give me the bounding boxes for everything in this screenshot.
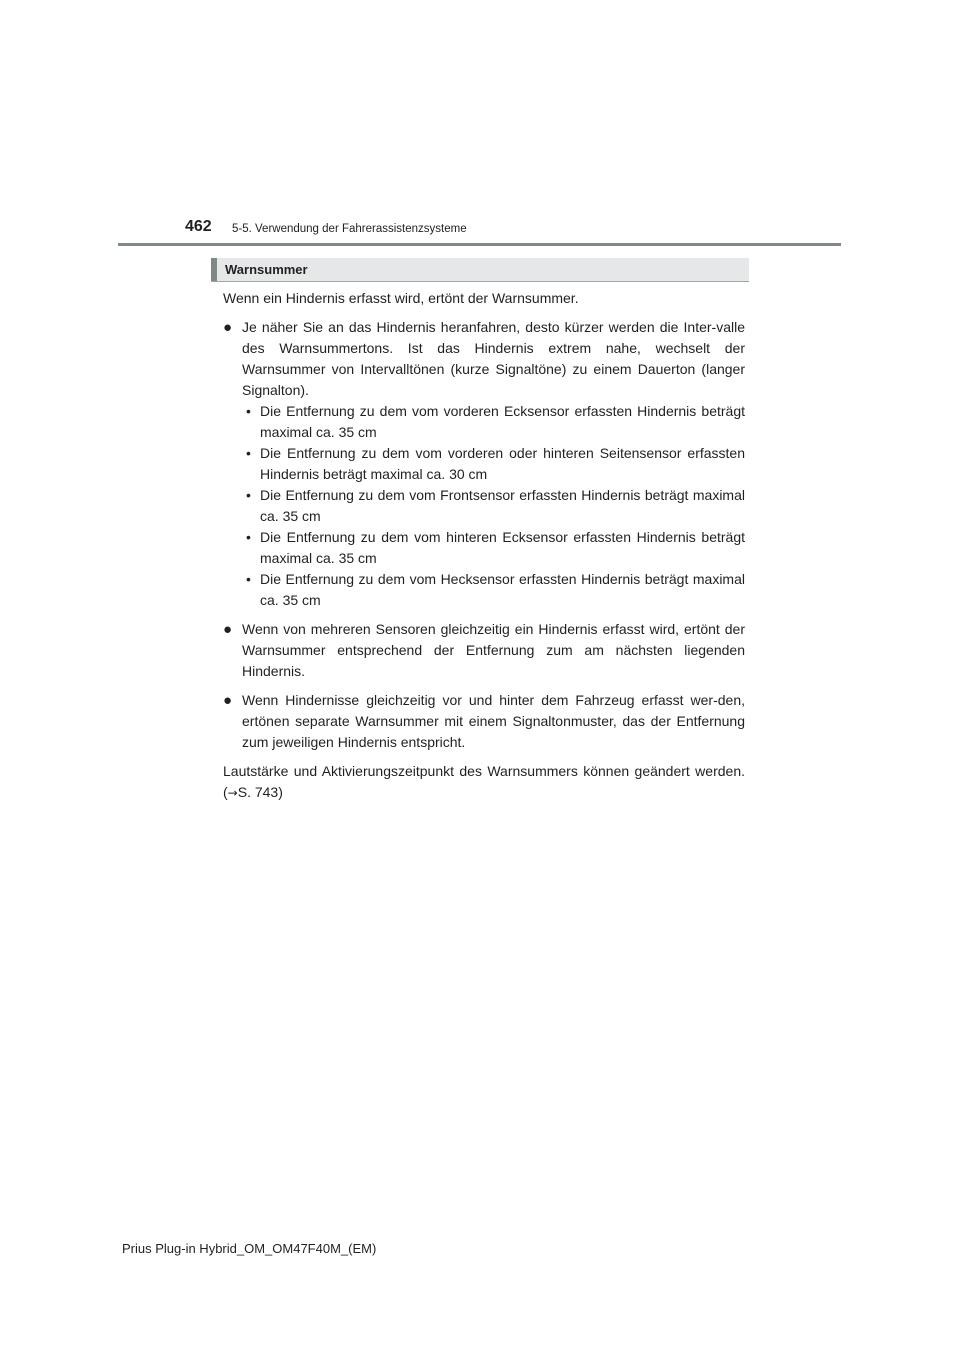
sub-item	[223, 569, 745, 611]
arrow-icon: →	[227, 786, 238, 800]
sub-item-text: Die Entfernung zu dem vom Frontsensor erfassten Hindernis beträgt maximal ca. 35 cm	[260, 487, 745, 524]
page-reference-link[interactable]: S. 743)	[237, 784, 283, 800]
section-heading-label: Warnsummer	[225, 262, 308, 277]
page-number: 462	[185, 218, 212, 235]
chapter-title: 5-5. Verwendung der Fahrerassistenzsysteme	[232, 223, 467, 235]
sub-item-text: Die Entfernung zu dem vom hinteren Ecksensor erfassten Hindernis beträgt maximal ca. 35 cm	[260, 529, 745, 566]
sub-item	[223, 527, 745, 569]
bullet-text: Je näher Sie an das Hindernis heranfahren, desto kürzer werden die Inter-valle des Warnsummertons. Ist das Hindernis extrem nahe, wechselt der Warnsummer von Intervalltönen (kurze Signaltöne) zu einem Dauerton (langer Signalton).	[242, 319, 745, 398]
sub-item	[223, 443, 745, 485]
section-heading	[211, 258, 749, 282]
bullet-item	[223, 690, 745, 753]
section-heading-bar	[211, 258, 217, 281]
bullet-item	[223, 619, 745, 682]
sub-item-dot: •	[246, 403, 251, 419]
sub-item-text: Die Entfernung zu dem vom vorderen oder hinteren Seitensensor erfassten Hindernis beträgt maximal ca. 30 cm	[260, 445, 745, 482]
bullet-dot: ●	[223, 692, 233, 709]
bullet-text: Wenn von mehreren Sensoren gleichzeitig ein Hindernis erfasst wird, ertönt der Warnsummer entsprechend der Entfernung zum am nächsten liegenden Hindernis.	[242, 621, 745, 679]
bullet-item	[223, 317, 745, 611]
sub-item-text: Die Entfernung zu dem vom vorderen Ecksensor erfassten Hindernis beträgt maximal ca. 35 cm	[260, 403, 745, 440]
sub-item	[223, 401, 745, 443]
bullet-text: Wenn Hindernisse gleichzeitig vor und hinter dem Fahrzeug erfasst wer-den, ertönen separate Warnsummer mit einem Signaltonmuster, das der Entfernung zum jeweiligen Hindernis entspricht.	[242, 692, 745, 750]
header-rule	[118, 243, 841, 246]
sub-item-dot: •	[246, 445, 251, 461]
sub-item-text: Die Entfernung zu dem vom Hecksensor erfassten Hindernis beträgt maximal ca. 35 cm	[260, 571, 745, 608]
closing-text: Lautstärke und Aktivierungszeitpunkt des Warnsummers können geändert werden. (	[223, 763, 745, 800]
sub-item-dot: •	[246, 487, 251, 503]
bullet-dot: ●	[223, 319, 233, 336]
intro-paragraph: Wenn ein Hindernis erfasst wird, ertönt der Warnsummer.	[223, 290, 579, 306]
sub-item-dot: •	[246, 529, 251, 545]
body-content	[223, 288, 745, 812]
sub-item-dot: •	[246, 571, 251, 587]
bullet-dot: ●	[223, 621, 233, 638]
footer-text: Prius Plug-in Hybrid_OM_OM47F40M_(EM)	[122, 1241, 377, 1256]
sub-item	[223, 485, 745, 527]
closing-paragraph	[223, 761, 745, 804]
